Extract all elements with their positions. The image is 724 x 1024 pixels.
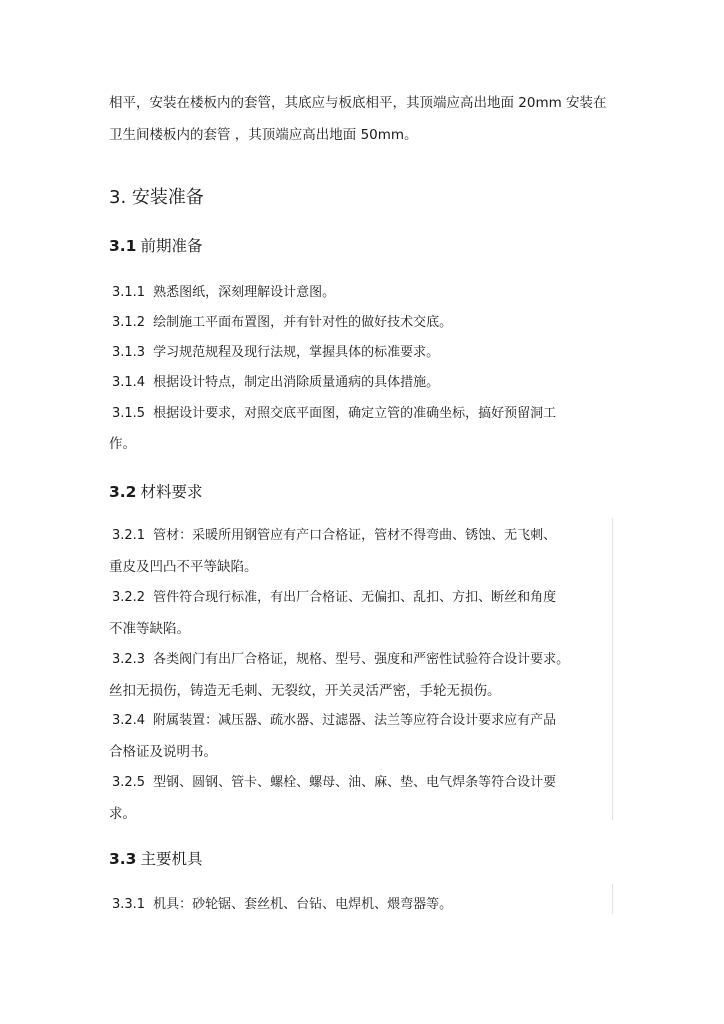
list-item: 3.2.1 管材：采暖所用钢管应有产口合格证，管材不得弯曲、锈蚀、无飞刺、 bbox=[112, 528, 557, 543]
list-item: 3.3.1 机具：砂轮锯、套丝机、台钻、电焊机、煨弯器等。 bbox=[112, 897, 453, 912]
list-item: 3.1.4 根据设计特点，制定出消除质量通病的具体措施。 bbox=[112, 375, 440, 390]
list-item-continuation: 不准等缺陷。 bbox=[109, 621, 190, 637]
section-3-3-title: 主要机具 bbox=[140, 850, 203, 868]
list-item-continuation: 重皮及凹凸不平等缺陷。 bbox=[109, 559, 258, 575]
section-3-2-number: 3.2 bbox=[109, 483, 137, 501]
section-3-1-title: 前期准备 bbox=[140, 237, 203, 255]
section-3-1-number: 3.1 bbox=[109, 237, 137, 255]
list-item: 3.2.5 型钢、圆钢、管卡、螺栓、螺母、油、麻、垫、电气焊条等符合设计要 bbox=[112, 775, 557, 790]
list-item: 3.2.3 各类阀门有出厂合格证，规格、型号、强度和严密性试验符合设计要求。 bbox=[112, 652, 570, 667]
list-item-continuation: 丝扣无损伤，铸造无毛刺、无裂纹，开关灵活严密，手轮无损伤。 bbox=[109, 683, 501, 699]
list-item-continuation: 作。 bbox=[109, 436, 136, 452]
table-border-right bbox=[612, 884, 613, 914]
list-item: 3.1.5 根据设计要求，对照交底平面图，确定立管的准确坐标，搞好预留洞工 bbox=[112, 406, 557, 421]
list-item: 3.2.2 管件符合现行标准，有出厂合格证、无偏扣、乱扣、方扣、断丝和角度 bbox=[112, 590, 557, 605]
list-item: 3.1.1 熟悉图纸，深刻理解设计意图。 bbox=[112, 285, 336, 300]
section-3-1-heading bbox=[109, 235, 202, 257]
section-3-2-heading bbox=[109, 481, 202, 503]
table-border-right bbox=[612, 518, 613, 820]
list-item: 3.1.3 学习规范规程及现行法规，掌握具体的标准要求。 bbox=[112, 345, 440, 360]
list-item-continuation: 求。 bbox=[109, 806, 136, 822]
section-3-heading: 3. 安装准备 bbox=[109, 187, 204, 208]
list-item: 3.1.2 绘制施工平面布置图，并有针对性的做好技术交底。 bbox=[112, 315, 453, 330]
section-3-3-heading bbox=[109, 848, 202, 870]
list-item: 3.2.4 附属装置：减压器、疏水器、过滤器、法兰等应符合设计要求应有产品 bbox=[112, 713, 557, 728]
section-3-3-number: 3.3 bbox=[109, 850, 137, 868]
intro-line-2: 卫生间楼板内的套管 ，其顶端应高出地面 50mm。 bbox=[109, 127, 418, 143]
list-item-continuation: 合格证及说明书。 bbox=[109, 744, 217, 760]
intro-line-1: 相平，安装在楼板内的套管，其底应与板底相平，其顶端应高出地面 20mm 安装在 bbox=[109, 95, 607, 111]
section-3-2-title: 材料要求 bbox=[140, 483, 203, 501]
